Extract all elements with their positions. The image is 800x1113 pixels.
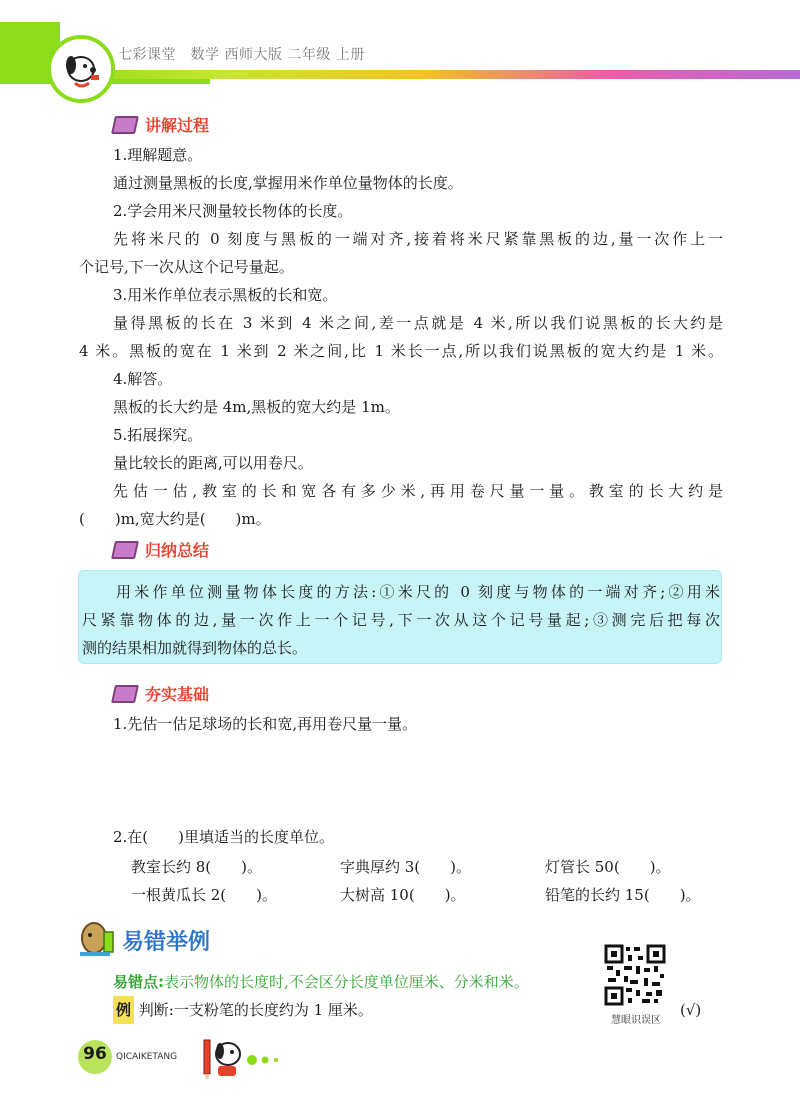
explanation-line: 量得黑板的长在 3 米到 4 米之间,差一点就是 4 米,所以我们说黑板的长大约是 xyxy=(113,314,723,332)
example-badge: 例 xyxy=(113,996,134,1024)
header-title: 七彩课堂 数学 西师大版 二年级 上册 xyxy=(118,47,365,63)
explanation-line: 1.理解题意。 xyxy=(113,146,203,164)
explanation-line: 4.解答。 xyxy=(113,370,173,388)
footer-brand: QICAIKETANG xyxy=(116,1052,178,1062)
section-heading-text: 归纳总结 xyxy=(145,541,210,560)
section-heading-summary xyxy=(113,538,209,561)
errors-title: 易错举例 xyxy=(122,930,211,955)
qr-caption: 慧眼识误区 xyxy=(611,1015,661,1026)
mascot-logo xyxy=(47,35,115,103)
fill-item[interactable]: 灯管长 50( )。 xyxy=(545,858,671,876)
dog-pencil-icon xyxy=(200,1036,290,1080)
explanation-line: ( )m,宽大约是( )m。 xyxy=(79,510,271,528)
explanation-line: 量比较长的距离,可以用卷尺。 xyxy=(113,454,313,472)
egg-mascot-icon xyxy=(76,918,116,958)
summary-line: 测的结果相加就得到物体的总长。 xyxy=(82,639,308,657)
fill-item[interactable]: 字典厚约 3( )。 xyxy=(340,858,472,876)
section-heading-explanation xyxy=(113,113,209,136)
summary-line: 用米作单位测量物体长度的方法:①米尺的 0 刻度与物体的一端对齐;②用米 xyxy=(116,583,720,601)
explanation-line: 5.拓展探究。 xyxy=(113,426,203,444)
explanation-line: 黑板的长大约是 4m,黑板的宽大约是 1m。 xyxy=(113,398,400,416)
page-number: 96 xyxy=(83,1044,107,1064)
error-point-text: 表示物体的长度时,不会区分长度单位厘米、分米和米。 xyxy=(164,973,529,991)
fill-item[interactable]: 一根黄瓜长 2( )。 xyxy=(131,886,278,904)
section-heading-text: 夯实基础 xyxy=(145,685,210,704)
error-point-label: 易错点: xyxy=(113,973,164,991)
example-line xyxy=(113,996,373,1024)
explanation-line: 先估一估,教室的长和宽各有多少米,再用卷尺量一量。教室的长大约是 xyxy=(113,482,723,500)
qr-code[interactable] xyxy=(604,944,666,1006)
summary-line: 尺紧靠物体的边,量一次作上一个记号,下一次从这个记号量起;③测完后把每次 xyxy=(82,611,720,629)
footer-mascot xyxy=(200,1036,290,1084)
basics-question-1: 1.先估一估足球场的长和宽,再用卷尺量一量。 xyxy=(113,715,418,733)
fill-item[interactable]: 铅笔的长约 15( )。 xyxy=(545,886,701,904)
fill-item[interactable]: 教室长约 8( )。 xyxy=(131,858,263,876)
explanation-line: 3.用米作单位表示黑板的长和宽。 xyxy=(113,286,338,304)
explanation-line: 2.学会用米尺测量较长物体的长度。 xyxy=(113,202,353,220)
error-mascot xyxy=(76,918,116,962)
example-text: 判断:一支粉笔的长度约为 1 厘米。 xyxy=(138,1001,373,1019)
fill-item[interactable]: 大树高 10( )。 xyxy=(340,886,466,904)
book-icon xyxy=(111,685,139,703)
explanation-line: 通过测量黑板的长度,掌握用米作单位量物体的长度。 xyxy=(113,174,463,192)
explanation-line: 先将米尺的 0 刻度与黑板的一端对齐,接着将米尺紧靠黑板的边,量一次作上一 xyxy=(113,230,723,248)
book-icon xyxy=(111,541,139,559)
basics-question-2: 2.在( )里填适当的长度单位。 xyxy=(113,828,335,846)
section-heading-basics xyxy=(113,682,209,705)
explanation-line: 个记号,下一次从这个记号量起。 xyxy=(79,258,294,276)
qr-code-icon xyxy=(604,944,666,1006)
explanation-line: 4 米。黑板的宽在 1 米到 2 米之间,比 1 米长一点,所以我们说黑板的宽大约是 1 米。 xyxy=(79,342,723,360)
header-color-band xyxy=(40,70,800,79)
example-answer: (√) xyxy=(680,1001,702,1019)
dog-mascot-icon xyxy=(51,39,111,99)
section-heading-text: 讲解过程 xyxy=(145,116,210,135)
error-point xyxy=(113,968,529,996)
book-icon xyxy=(111,116,139,134)
